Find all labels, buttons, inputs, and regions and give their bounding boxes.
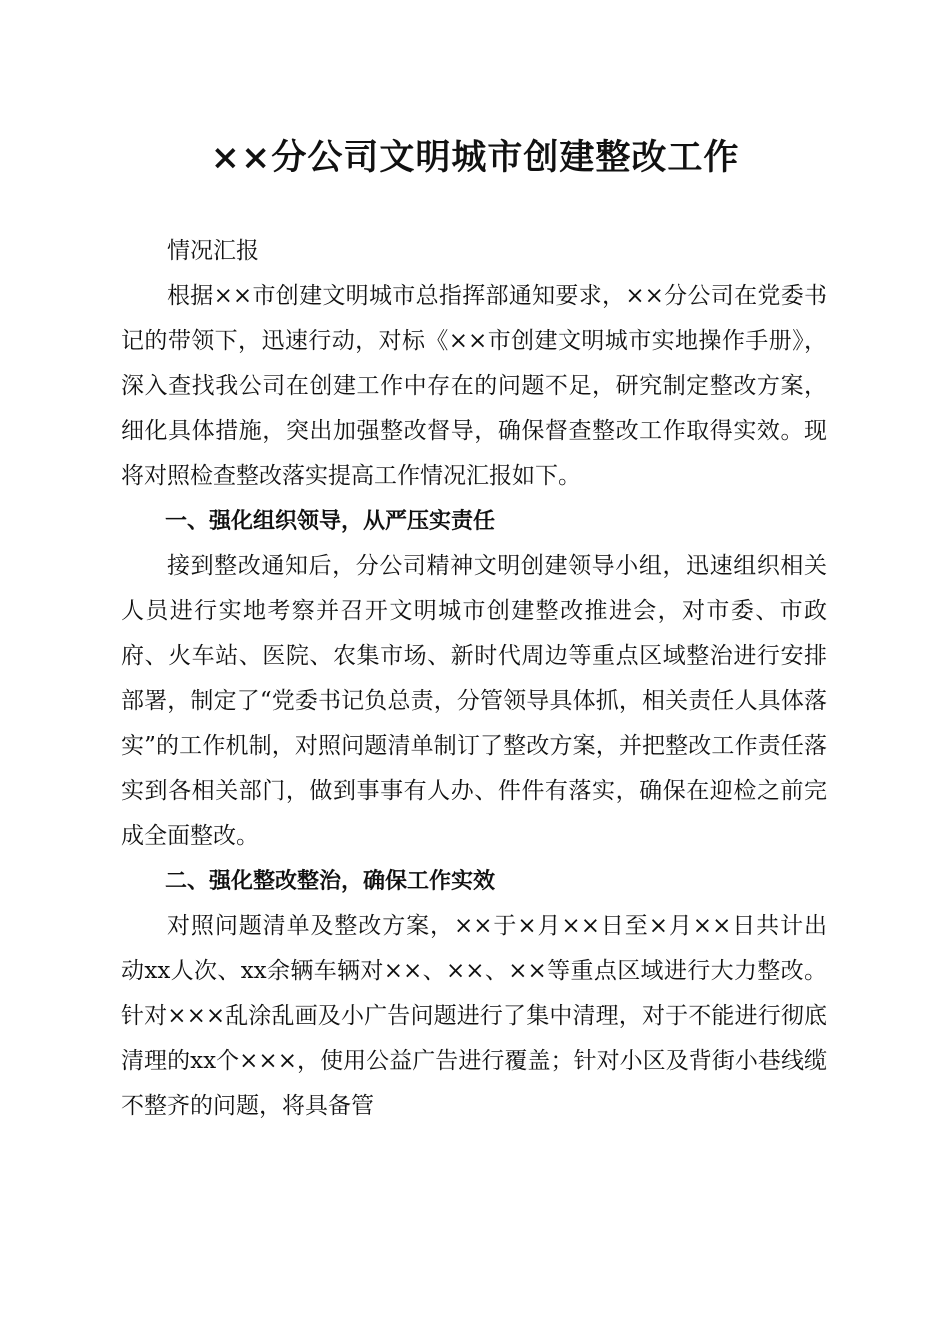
section-heading-2: 二、强化整改整治，确保工作实效 [165, 869, 496, 894]
intro-paragraph: 根据××市创建文明城市总指挥部通知要求，××分公司在党委书记的带领下，迅速行动，对标《××市创建文明城市实地操作手册》，深入查找我公司在创建工作中存在的问题不足，研究制定整改方案，细化具体措施，突出加强整改督导，确保督查整改工作取得实效。现将对照检查整改落实提高工作情况汇报如下。 [121, 283, 827, 489]
document-body [121, 229, 827, 1129]
section-heading-1: 一、强化组织领导，从严压实责任 [165, 509, 496, 534]
section-1-paragraph: 接到整改通知后，分公司精神文明创建领导小组，迅速组织相关人员进行实地考察并召开文明城市创建整改推进会，对市委、市政府、火车站、医院、农集市场、新时代周边等重点区域整治进行安排部署，制定了“党委书记负总责，分管领导具体抓，相关责任人具体落实”的工作机制，对照问题清单制订了整改方案，并把整改工作责任落实到各相关部门，做到事事有人办、件件有落实，确保在迎检之前完成全面整改。 [121, 553, 827, 849]
section-2-paragraph: 对照问题清单及整改方案，××于×月××日至×月××日共计出动xx人次、xx余辆车辆对××、××、××等重点区域进行大力整改。针对×××乱涂乱画及小广告问题进行了集中清理，对于不能进行彻底清理的xx个×××，使用公益广告进行覆盖；针对小区及背街小巷线缆不整齐的问题，将具备管 [121, 913, 827, 1119]
subtitle-paragraph: 情况汇报 [167, 238, 259, 264]
document-title: ××分公司文明城市创建整改工作 [210, 137, 740, 178]
